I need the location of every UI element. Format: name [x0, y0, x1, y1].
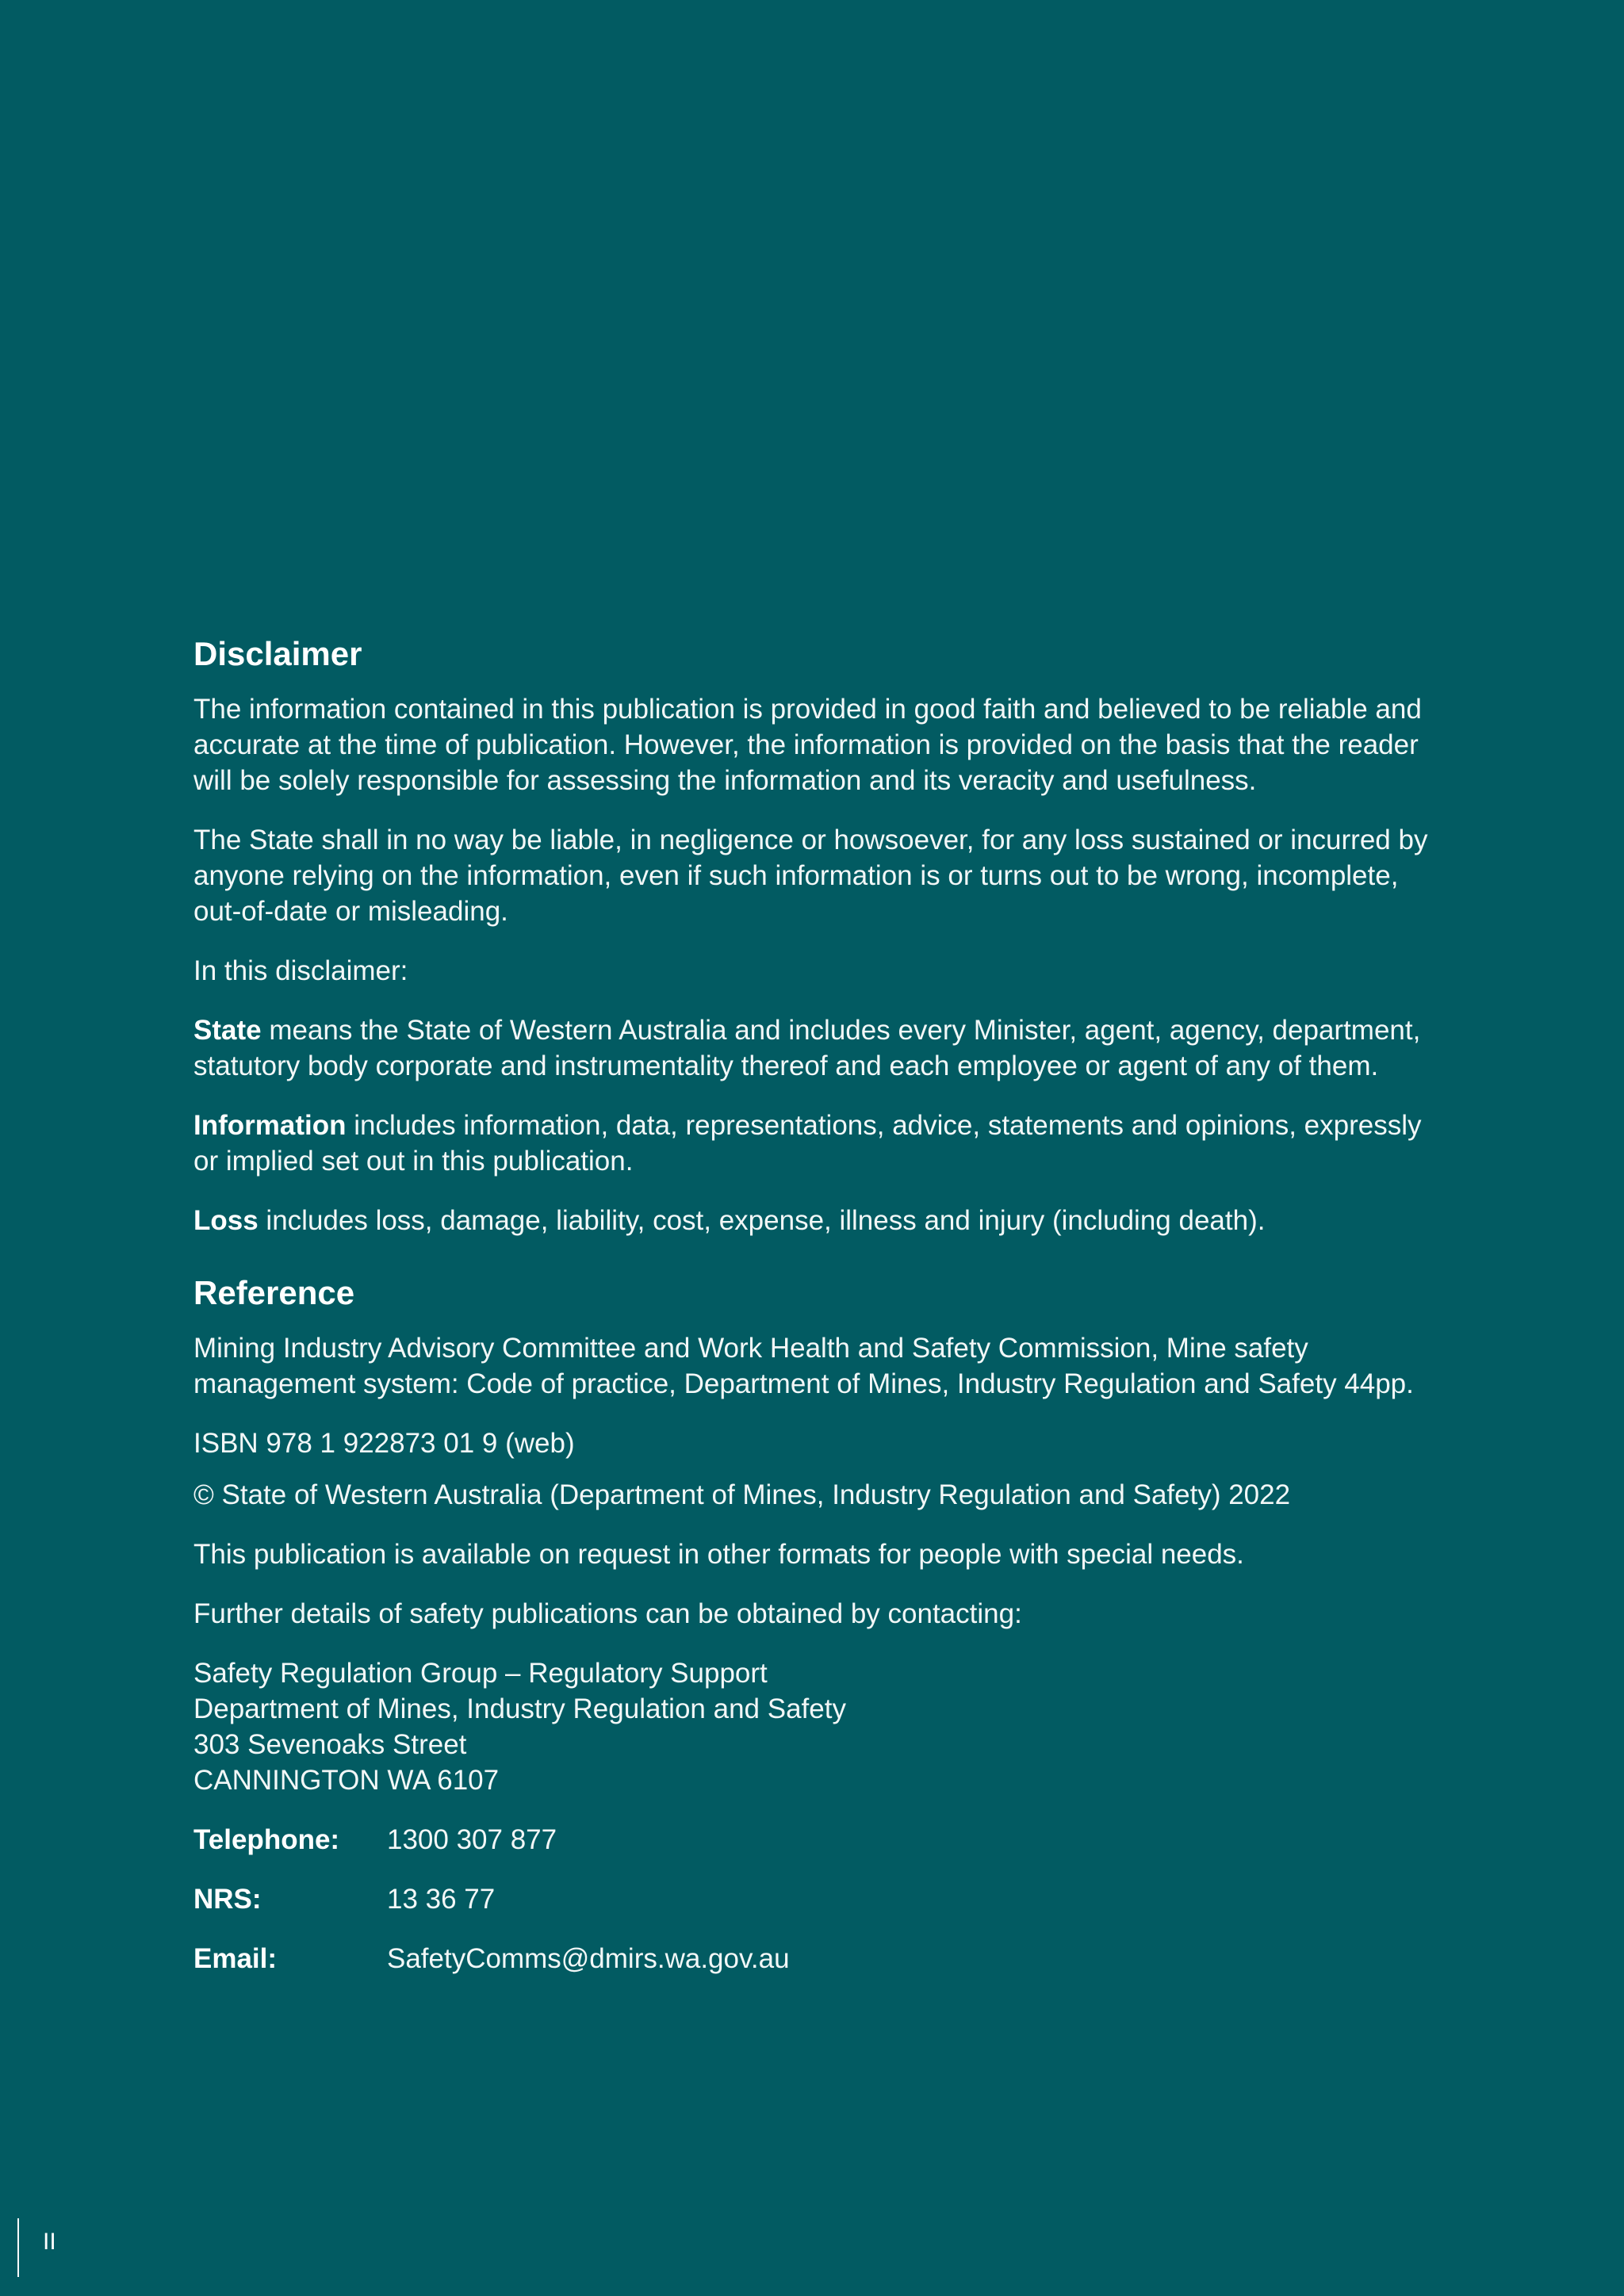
page-number: II [43, 2229, 56, 2255]
address-line: Department of Mines, Industry Regulation and Safety [193, 1693, 846, 1724]
postal-address [193, 1655, 1431, 1798]
contact-label: Telephone: [193, 1824, 340, 1855]
definition-text: includes loss, damage, liability, cost, expense, illness and injury (including death). [258, 1205, 1266, 1236]
document-body [193, 633, 1431, 2000]
address-line: Safety Regulation Group – Regulatory Support [193, 1658, 768, 1689]
further-details: Further details of safety publications can be obtained by contacting: [193, 1598, 1022, 1629]
contact-label: Email: [193, 1943, 278, 1974]
contact-nrs [193, 1881, 1431, 1917]
contact-email [193, 1941, 1431, 1976]
address-line: CANNINGTON WA 6107 [193, 1765, 500, 1796]
reference-citation: Mining Industry Advisory Committee and Work Health and Safety Commission, Mine safety management system: Code of practice, Department of Mines, Industry Regulation and Safety 44pp. [193, 1333, 1414, 1399]
disclaimer-paragraph: The State shall in no way be liable, in negligence or howsoever, for any loss sustained or incurred by anyone relying on the information, even if such information is or turns out to be wrong, incomplete, out-of-date or misleading. [193, 825, 1428, 927]
definition-information [193, 1108, 1431, 1179]
definition-term: Information [193, 1110, 347, 1141]
disclaimer-heading: Disclaimer [193, 635, 362, 672]
definition-text: includes information, data, representations, advice, statements and opinions, expressly or implied set out in this publication. [193, 1110, 1422, 1177]
email-link[interactable]: SafetyComms@dmirs.wa.gov.au [387, 1943, 790, 1974]
definition-text: means the State of Western Australia and includes every Minister, agent, agency, department, statutory body corporate and instrumentality thereof and each employee or agent of any of them. [193, 1015, 1421, 1081]
formats-notice: This publication is available on request in other formats for people with special needs. [193, 1539, 1244, 1570]
definition-term: Loss [193, 1205, 259, 1236]
definition-loss [193, 1203, 1431, 1238]
nrs-value: 13 36 77 [387, 1884, 496, 1915]
telephone-value: 1300 307 877 [387, 1824, 557, 1855]
disclaimer-paragraph: The information contained in this publication is provided in good faith and believed to be reliable and accurate at the time of publication. However, the information is provided on the basis that the reader will be solely responsible for assessing the information and its veracity and usefulness. [193, 694, 1422, 796]
contact-telephone [193, 1822, 1431, 1858]
definition-term: State [193, 1015, 262, 1046]
isbn: ISBN 978 1 922873 01 9 (web) [193, 1428, 575, 1459]
reference-heading: Reference [193, 1274, 355, 1311]
address-line: 303 Sevenoaks Street [193, 1729, 467, 1760]
definition-state [193, 1012, 1431, 1084]
disclaimer-intro: In this disclaimer: [193, 955, 408, 986]
footer-divider [17, 2218, 19, 2277]
copyright: © State of Western Australia (Department of Mines, Industry Regulation and Safety) 2022 [193, 1479, 1291, 1510]
contact-label: NRS: [193, 1884, 262, 1915]
